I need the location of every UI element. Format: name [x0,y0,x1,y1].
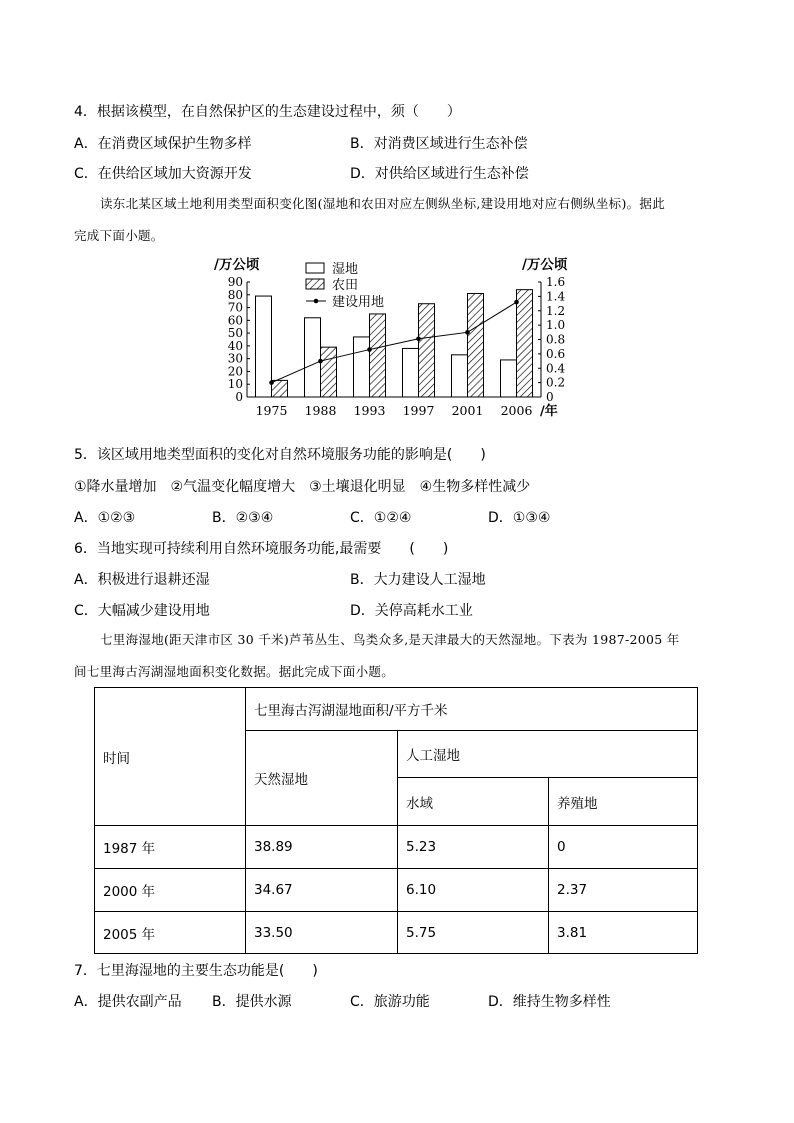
table-cell-year: 2000 年 [95,869,246,912]
bar-farmland [517,290,533,397]
bar-wetland [403,348,419,397]
legend-swatch-wetland [306,263,324,273]
passage-land-use-line1: 读东北某区域土地利用类型面积变化图(湿地和农田对应左侧纵坐标,建设用地对应右侧纵坐标)。据此 [100,196,666,211]
bar-wetland [256,296,272,397]
point-construction-land [416,336,421,341]
table-cell-farm: 0 [549,826,698,869]
left-y-tick-label: 70 [227,300,243,315]
bar-farmland [321,347,337,397]
table-cell-natural: 34.67 [246,869,398,912]
left-y-tick-label: 90 [227,275,243,289]
left-y-axis-label: /万公顷 [214,257,260,273]
bar-wetland [501,360,517,397]
q5-option-c: C．①②④ [350,510,412,526]
right-y-tick-label: 0 [546,390,554,404]
table-row [95,826,698,869]
q6-option-a: A．积极进行退耕还湿 [74,572,210,588]
q7-option-b: B．提供水源 [212,994,292,1010]
legend-label-construction: 建设用地 [332,295,385,310]
left-y-tick-label: 0 [235,390,243,404]
passage-qilihai [74,624,722,688]
table-cell-water: 5.75 [398,912,549,954]
q5-option-b: B．②③④ [212,510,274,526]
q5-option-a: A．①②③ [74,510,136,526]
q6-option-c: C．大幅减少建设用地 [74,603,210,619]
point-construction-land [465,330,470,335]
table-header-time: 时间 [95,688,246,826]
table-cell-water: 6.10 [398,869,549,912]
bar-farmland [272,380,288,397]
table-header-water: 水域 [398,778,549,826]
left-y-tick-label: 10 [227,377,243,392]
right-y-tick-label: 0.8 [546,332,566,347]
legend-swatch-construction-point [314,299,319,304]
table-header-farm: 养殖地 [549,778,698,826]
bar-farmland [419,304,435,397]
right-y-tick-label: 1.6 [546,275,566,289]
left-y-tick-label: 80 [227,287,243,302]
table-cell-water: 5.23 [398,826,549,869]
x-tick-label: 1997 [402,403,435,418]
legend-label-farmland: 农田 [332,278,359,293]
x-axis-label: /年 [540,404,558,419]
left-y-tick-label: 50 [227,326,243,341]
right-y-tick-label: 1.4 [546,289,566,304]
q4-option-c: C．在供给区域加大资源开发 [74,166,252,182]
point-construction-land [367,347,372,352]
passage-qilihai-line2: 间七里海古泻湖湿地面积变化数据。据此完成下面小题。 [74,664,395,679]
passage-land-use-line2: 完成下面小题。 [74,228,164,243]
q5-stem: 5．该区域用地类型面积的变化对自然环境服务功能的影响是( ) [74,447,486,463]
table-cell-natural: 33.50 [246,912,398,954]
table-row [95,869,698,912]
right-y-axis-label: /万公顷 [522,257,568,273]
right-y-tick-label: 0.6 [546,346,566,361]
point-construction-land [269,380,274,385]
q4-option-a: A．在消费区域保护生物多样 [74,136,252,152]
x-tick-label: 1993 [353,403,386,418]
table-cell-natural: 38.89 [246,826,398,869]
bar-wetland [354,337,370,397]
q6-option-b: B．大力建设人工湿地 [350,572,486,588]
table-cell-farm: 3.81 [549,912,698,954]
q7-option-d: D．维持生物多样性 [488,994,611,1010]
bar-wetland [305,318,321,397]
left-y-tick-label: 20 [227,364,243,379]
bar-farmland [468,294,484,398]
right-y-tick-label: 1.2 [546,303,566,318]
table-row [95,912,698,954]
table-header-natural: 天然湿地 [246,731,398,826]
q7-option-a: A．提供农副产品 [74,994,182,1010]
q6-stem: 6．当地实现可持续利用自然环境服务功能,最需要 ( ) [74,541,449,557]
x-tick-label: 1988 [304,403,337,418]
left-y-tick-label: 60 [227,313,243,328]
wetland-area-table [94,687,698,954]
legend-label-wetland: 湿地 [332,262,359,277]
table-header-group: 七里海古泻湖湿地面积/平方千米 [246,688,698,731]
x-tick-label: 1975 [255,403,288,418]
table-cell-year: 2005 年 [95,912,246,954]
passage-land-use [74,188,722,252]
right-y-tick-label: 0.2 [546,375,566,390]
bar-farmland [370,314,386,397]
table-header-artificial: 人工湿地 [398,731,698,778]
q4-option-d: D．对供给区域进行生态补偿 [350,166,529,182]
left-y-tick-label: 40 [227,338,243,353]
q4-stem: 4．根据该模型，在自然保护区的生态建设过程中，须（ ） [74,104,461,120]
point-construction-land [514,300,519,305]
table-cell-year: 1987 年 [95,826,246,869]
point-construction-land [318,359,323,364]
q7-option-c: C．旅游功能 [350,994,430,1010]
x-tick-label: 2001 [451,403,484,418]
right-y-tick-label: 0.4 [546,361,566,376]
q4-option-b: B．对消费区域进行生态补偿 [350,136,528,152]
q7-stem: 7．七里海湿地的主要生态功能是( ) [74,963,318,979]
table-cell-farm: 2.37 [549,869,698,912]
q5-items: ①降水量增加 ②气温变化幅度增大 ③土壤退化明显 ④生物多样性减少 [74,479,531,495]
passage-qilihai-line1: 七里海湿地(距天津市区 30 千米)芦苇丛生、鸟类众多,是天津最大的天然湿地。下表为 1987-2005 年 [100,632,680,647]
legend-swatch-farmland [306,279,324,289]
bar-wetland [452,355,468,397]
right-y-tick-label: 1.0 [546,318,566,333]
left-y-tick-label: 30 [227,351,243,366]
x-tick-label: 2006 [500,403,533,418]
q6-option-d: D．关停高耗水工业 [350,603,473,619]
land-use-chart [210,254,580,432]
q5-option-d: D．①③④ [488,510,551,526]
